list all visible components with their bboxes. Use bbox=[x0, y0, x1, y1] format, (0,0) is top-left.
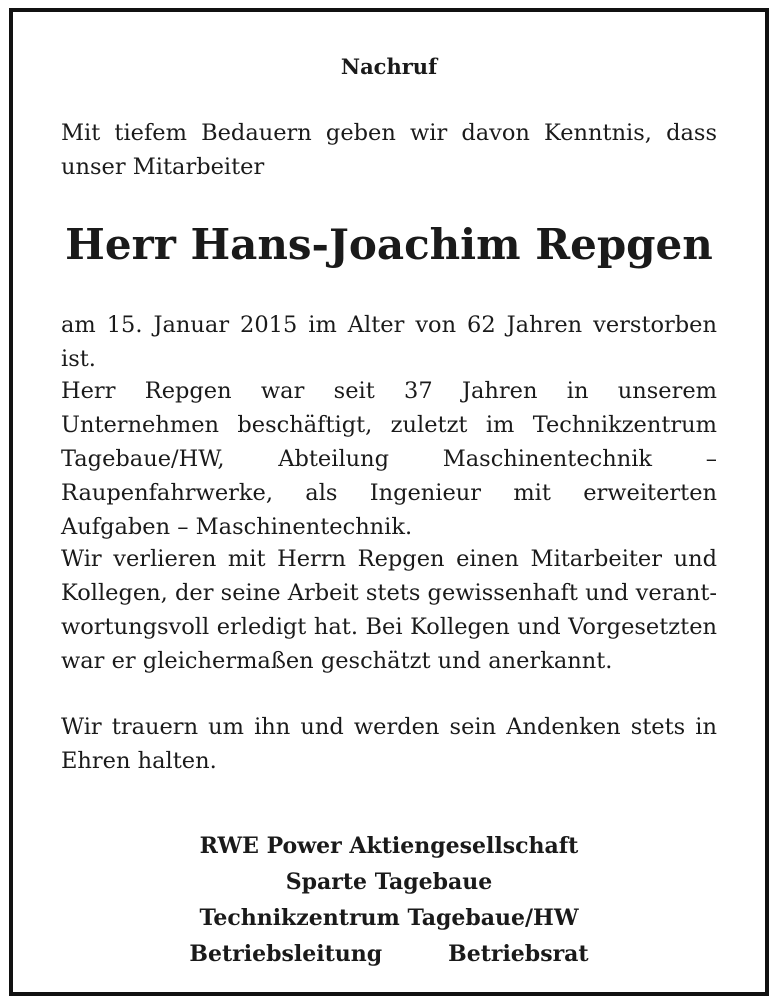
signatory-works-council: Betriebsrat bbox=[448, 941, 589, 967]
signature-block bbox=[61, 828, 717, 972]
deceased-name: Herr Hans-Joachim Repgen bbox=[65, 220, 713, 269]
career-paragraph: Herr Repgen war seit 37 Jahren in unserem Unternehmen beschäftigt, zuletzt im Technikzentrum Tagebaue/HW, Abteilung Maschinentechnik – Raupenfahrwerke, als Ingenieur mit erweiterten Aufgaben – Maschinentechnik. bbox=[61, 378, 717, 540]
obituary-frame bbox=[9, 8, 769, 996]
mourning-paragraph: Wir trauern um ihn und werden sein Andenken stets in Ehren halten. bbox=[61, 714, 717, 774]
department-name: Technikzentrum Tagebaue/HW bbox=[199, 905, 579, 931]
tribute-paragraph: Wir verlieren mit Herrn Repgen einen Mitarbeiter und Kollegen, der seine Arbeit stets gewissenhaft und verantwortungsvoll erledigt hat. Bei Kollegen und Vorgesetzten war er gleichermaßen geschätzt und anerkannt. bbox=[61, 546, 717, 674]
division-name: Sparte Tagebaue bbox=[285, 869, 493, 895]
obituary-heading: Nachruf bbox=[340, 54, 438, 79]
signatories bbox=[61, 936, 717, 972]
company-name: RWE Power Aktiengesellschaft bbox=[199, 833, 579, 859]
intro-paragraph: Mit tiefem Bedauern geben wir davon Kenntnis, dass unser Mitarbeiter bbox=[61, 120, 717, 180]
signatory-management: Betriebsleitung bbox=[189, 941, 383, 967]
death-date-paragraph: am 15. Januar 2015 im Alter von 62 Jahren verstorben ist. bbox=[61, 312, 717, 372]
